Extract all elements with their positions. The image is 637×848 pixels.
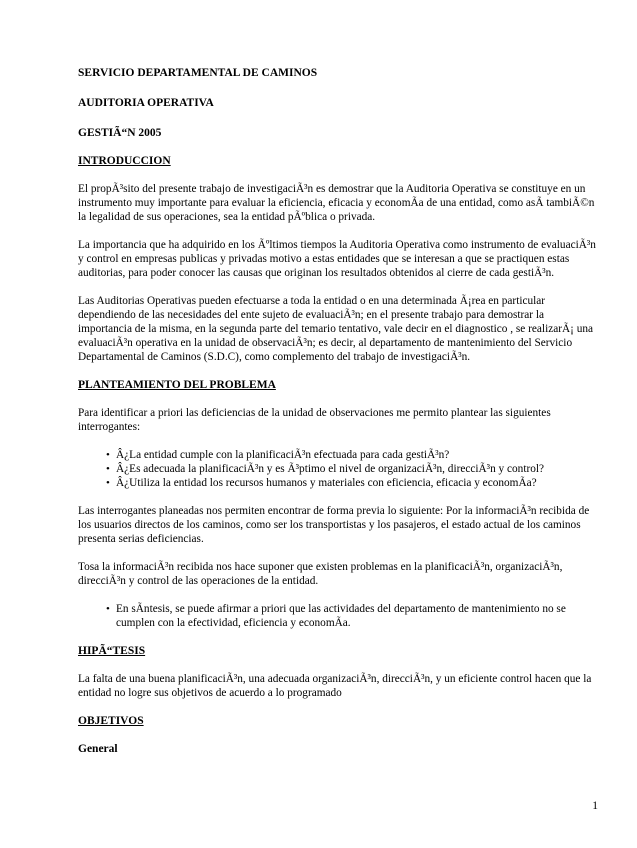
section-heading-hypothesis: HIPÃ“TESIS xyxy=(78,645,146,657)
section-heading-objectives: OBJETIVOS xyxy=(78,715,144,727)
questions-list xyxy=(78,448,599,490)
page-number: 1 xyxy=(592,800,598,812)
intro-paragraph-2: La importancia que ha adquirido en los Ãºltimos tiempos la Auditoria Operativa como instrumento de evaluaciÃ³n y control en empresas publicas y privadas motivo a estas entidades que se interesan a que se practiquen estas auditorias, para poder conocer las causas que originan los resultados obtenidos al cierre de cada gestiÃ³n. xyxy=(78,239,596,279)
problem-paragraph-3: Tosa la informaciÃ³n recibida nos hace suponer que existen problemas en la planificaciÃ³n, organizaciÃ³n, direcciÃ³n y control de las operaciones de la entidad. xyxy=(78,561,563,587)
intro-paragraph-3: Las Auditorias Operativas pueden efectuarse a toda la entidad o en una determinada Ã¡rea en particular dependiendo de las necesidades del ente sujeto de evaluaciÃ³n; en el presente trabajo para demostrar la importancia de la misma, en la segunda parte del temario tentativo, vale decir en el diagnostico , se realizarÃ¡ una evaluaciÃ³n operativa en la unidad de observaciÃ³n; es decir, al departamento de mantenimiento del Servicio Departamental de Caminos (S.D.C), como complemento del trabajo de investigaciÃ³n. xyxy=(78,295,594,363)
list-item: • En sÃntesis, se puede afirmar a priori que las actividades del departamento de mantenimiento no se cumplen con la efectividad, eficiencia y economÃa. xyxy=(108,602,599,630)
document-page xyxy=(78,66,599,756)
hypothesis-paragraph: La falta de una buena planificaciÃ³n, una adecuada organizaciÃ³n, direcciÃ³n, y un eficiente control hacen que la entidad no logre sus objetivos de acuerdo a lo programado xyxy=(78,673,592,699)
summary-list xyxy=(78,602,599,630)
document-title: SERVICIO DEPARTAMENTAL DE CAMINOS xyxy=(78,67,318,79)
document-subtitle: AUDITORIA OPERATIVA xyxy=(78,97,214,109)
list-item: • Â¿Es adecuada la planificaciÃ³n y es Ã³ptimo el nivel de organizaciÃ³n, direcciÃ³n y control? xyxy=(108,462,599,476)
objectives-general-label: General xyxy=(78,743,118,755)
section-heading-intro: INTRODUCCION xyxy=(78,155,171,167)
problem-paragraph-1: Para identificar a priori las deficiencias de la unidad de observaciones me permito plantear las siguientes interrogantes: xyxy=(78,407,551,433)
list-item: • Â¿Utiliza la entidad los recursos humanos y materiales con eficiencia, eficacia y economÃa? xyxy=(108,476,599,490)
intro-paragraph-1: El propÃ³sito del presente trabajo de investigaciÃ³n es demostrar que la Auditoria Operativa se constituye en un instrumento muy importante para evaluar la eficiencia, eficacia y economÃa de una entidad, como asÃ tambiÃ©n la legalidad de sus operaciones, sea la entidad pÃºblica o privada. xyxy=(78,183,595,223)
document-year: GESTIÃ“N 2005 xyxy=(78,127,162,139)
section-heading-problem: PLANTEAMIENTO DEL PROBLEMA xyxy=(78,379,276,391)
list-item: • Â¿La entidad cumple con la planificaciÃ³n efectuada para cada gestiÃ³n? xyxy=(108,448,599,462)
problem-paragraph-2: Las interrogantes planeadas nos permiten encontrar de forma previa lo siguiente: Por la informaciÃ³n recibida de los usuarios directos de los caminos, como ser los transportistas y los pasajeros, el estado actual de los caminos presenta serias deficiencias. xyxy=(78,505,590,545)
